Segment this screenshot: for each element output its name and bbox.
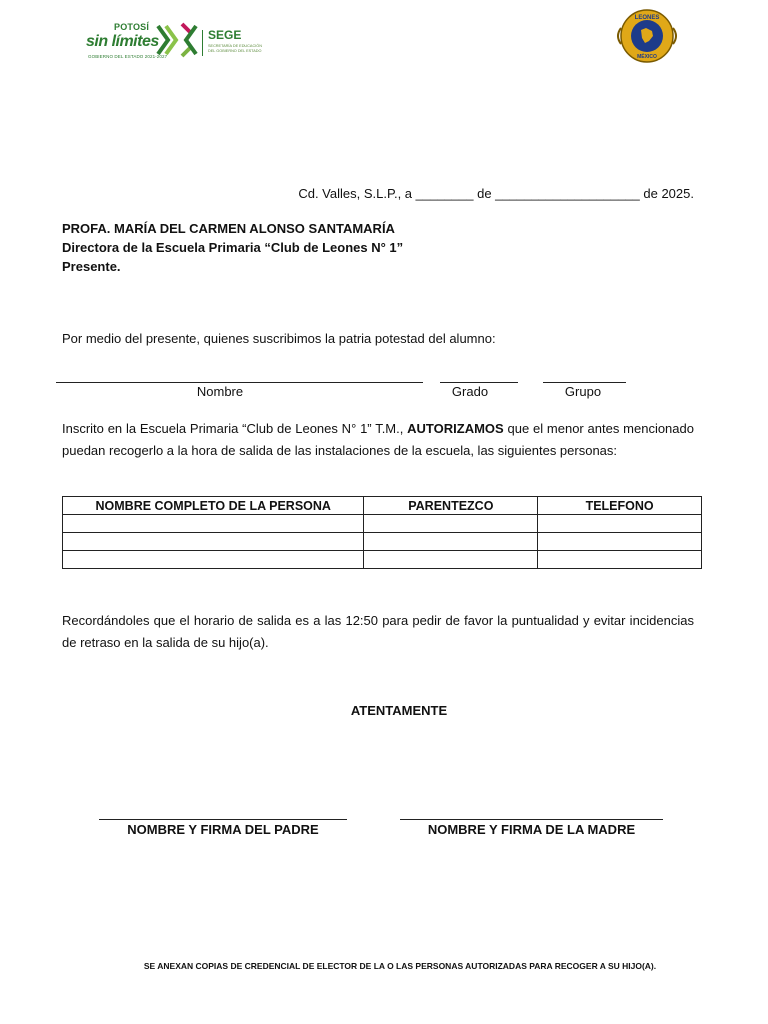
table-row [63, 515, 702, 533]
table-cell[interactable] [538, 551, 702, 569]
student-group-line [543, 382, 626, 383]
addressee-greeting: Presente. [62, 259, 121, 274]
intro-text: Por medio del presente, quienes suscribimos la patria potestad del alumno: [62, 331, 496, 346]
student-grade-label: Grado [451, 384, 489, 399]
student-name-label: Nombre [196, 384, 244, 399]
authorization-text-after: que el menor antes mencionado puedan recogerlo a la hora de salida de las instalaciones de la escuela, las siguientes personas: [62, 421, 694, 458]
lions-emblem-icon [612, 8, 682, 64]
closing-text: ATENTAMENTE [350, 703, 448, 718]
table-header-row [63, 497, 702, 515]
table-cell[interactable] [364, 533, 538, 551]
authorization-paragraph [62, 418, 694, 462]
father-signature-label: NOMBRE Y FIRMA DEL PADRE [127, 822, 319, 837]
col-header-name: NOMBRE COMPLETO DE LA PERSONA [63, 497, 364, 515]
col-header-relationship: PARENTEZCO [364, 497, 538, 515]
logo-brand-top: POTOSÍ [114, 22, 150, 32]
addressee-name: PROFA. MARÍA DEL CARMEN ALONSO SANTAMARÍA [62, 221, 395, 236]
svg-text:LEONES: LEONES [634, 15, 660, 21]
table-cell[interactable] [63, 533, 364, 551]
addressee-position: Directora de la Escuela Primaria “Club de Leones N° 1” [62, 240, 404, 255]
table-cell[interactable] [364, 551, 538, 569]
student-group-label: Grupo [564, 384, 602, 399]
table-cell[interactable] [538, 533, 702, 551]
addressee-block [62, 219, 622, 276]
table-row [63, 551, 702, 569]
logo-brand-sub: GOBIERNO DEL ESTADO 2021-2027 [88, 54, 168, 59]
mother-signature-label: NOMBRE Y FIRMA DE LA MADRE [427, 822, 636, 837]
footer-note: SE ANEXAN COPIAS DE CREDENCIAL DE ELECTOR DE LA O LAS PERSONAS AUTORIZADAS PARA RECOGER A SU HIJO(A). [143, 961, 657, 971]
svg-text:MÉXICO: MÉXICO [637, 54, 657, 60]
authorized-persons-table [62, 496, 702, 569]
date-line: Cd. Valles, S.L.P., a ________ de ____________________ de 2025. [298, 186, 694, 201]
mother-signature-line [400, 819, 663, 820]
col-header-phone: TELEFONO [538, 497, 702, 515]
table-row [63, 533, 702, 551]
logo-separator [202, 30, 203, 56]
authorization-text-before: Inscrito en la Escuela Primaria “Club de Leones N° 1” T.M., [62, 421, 408, 436]
x-mark-icon [156, 20, 198, 60]
schedule-reminder-paragraph: Recordándoles que el horario de salida es a las 12:50 para pedir de favor la puntualidad y evitar incidencias de retraso en la salida de su hijo(a). [62, 613, 694, 650]
table-cell[interactable] [538, 515, 702, 533]
logo-brand-main: sin límites [86, 33, 159, 50]
father-signature-line [99, 819, 347, 820]
logo-agency: SEGE [208, 28, 242, 42]
table-cell[interactable] [63, 551, 364, 569]
student-grade-line [440, 382, 518, 383]
table-cell[interactable] [364, 515, 538, 533]
student-name-line [56, 382, 423, 383]
authorization-emphasis: AUTORIZAMOS [407, 421, 504, 436]
potosi-sege-logo [86, 18, 262, 64]
table-cell[interactable] [63, 515, 364, 533]
lions-club-logo [612, 8, 682, 64]
logo-agency-sub: SECRETARÍA DE EDUCACIÓN DEL GOBIERNO DEL ESTADO [208, 44, 262, 53]
